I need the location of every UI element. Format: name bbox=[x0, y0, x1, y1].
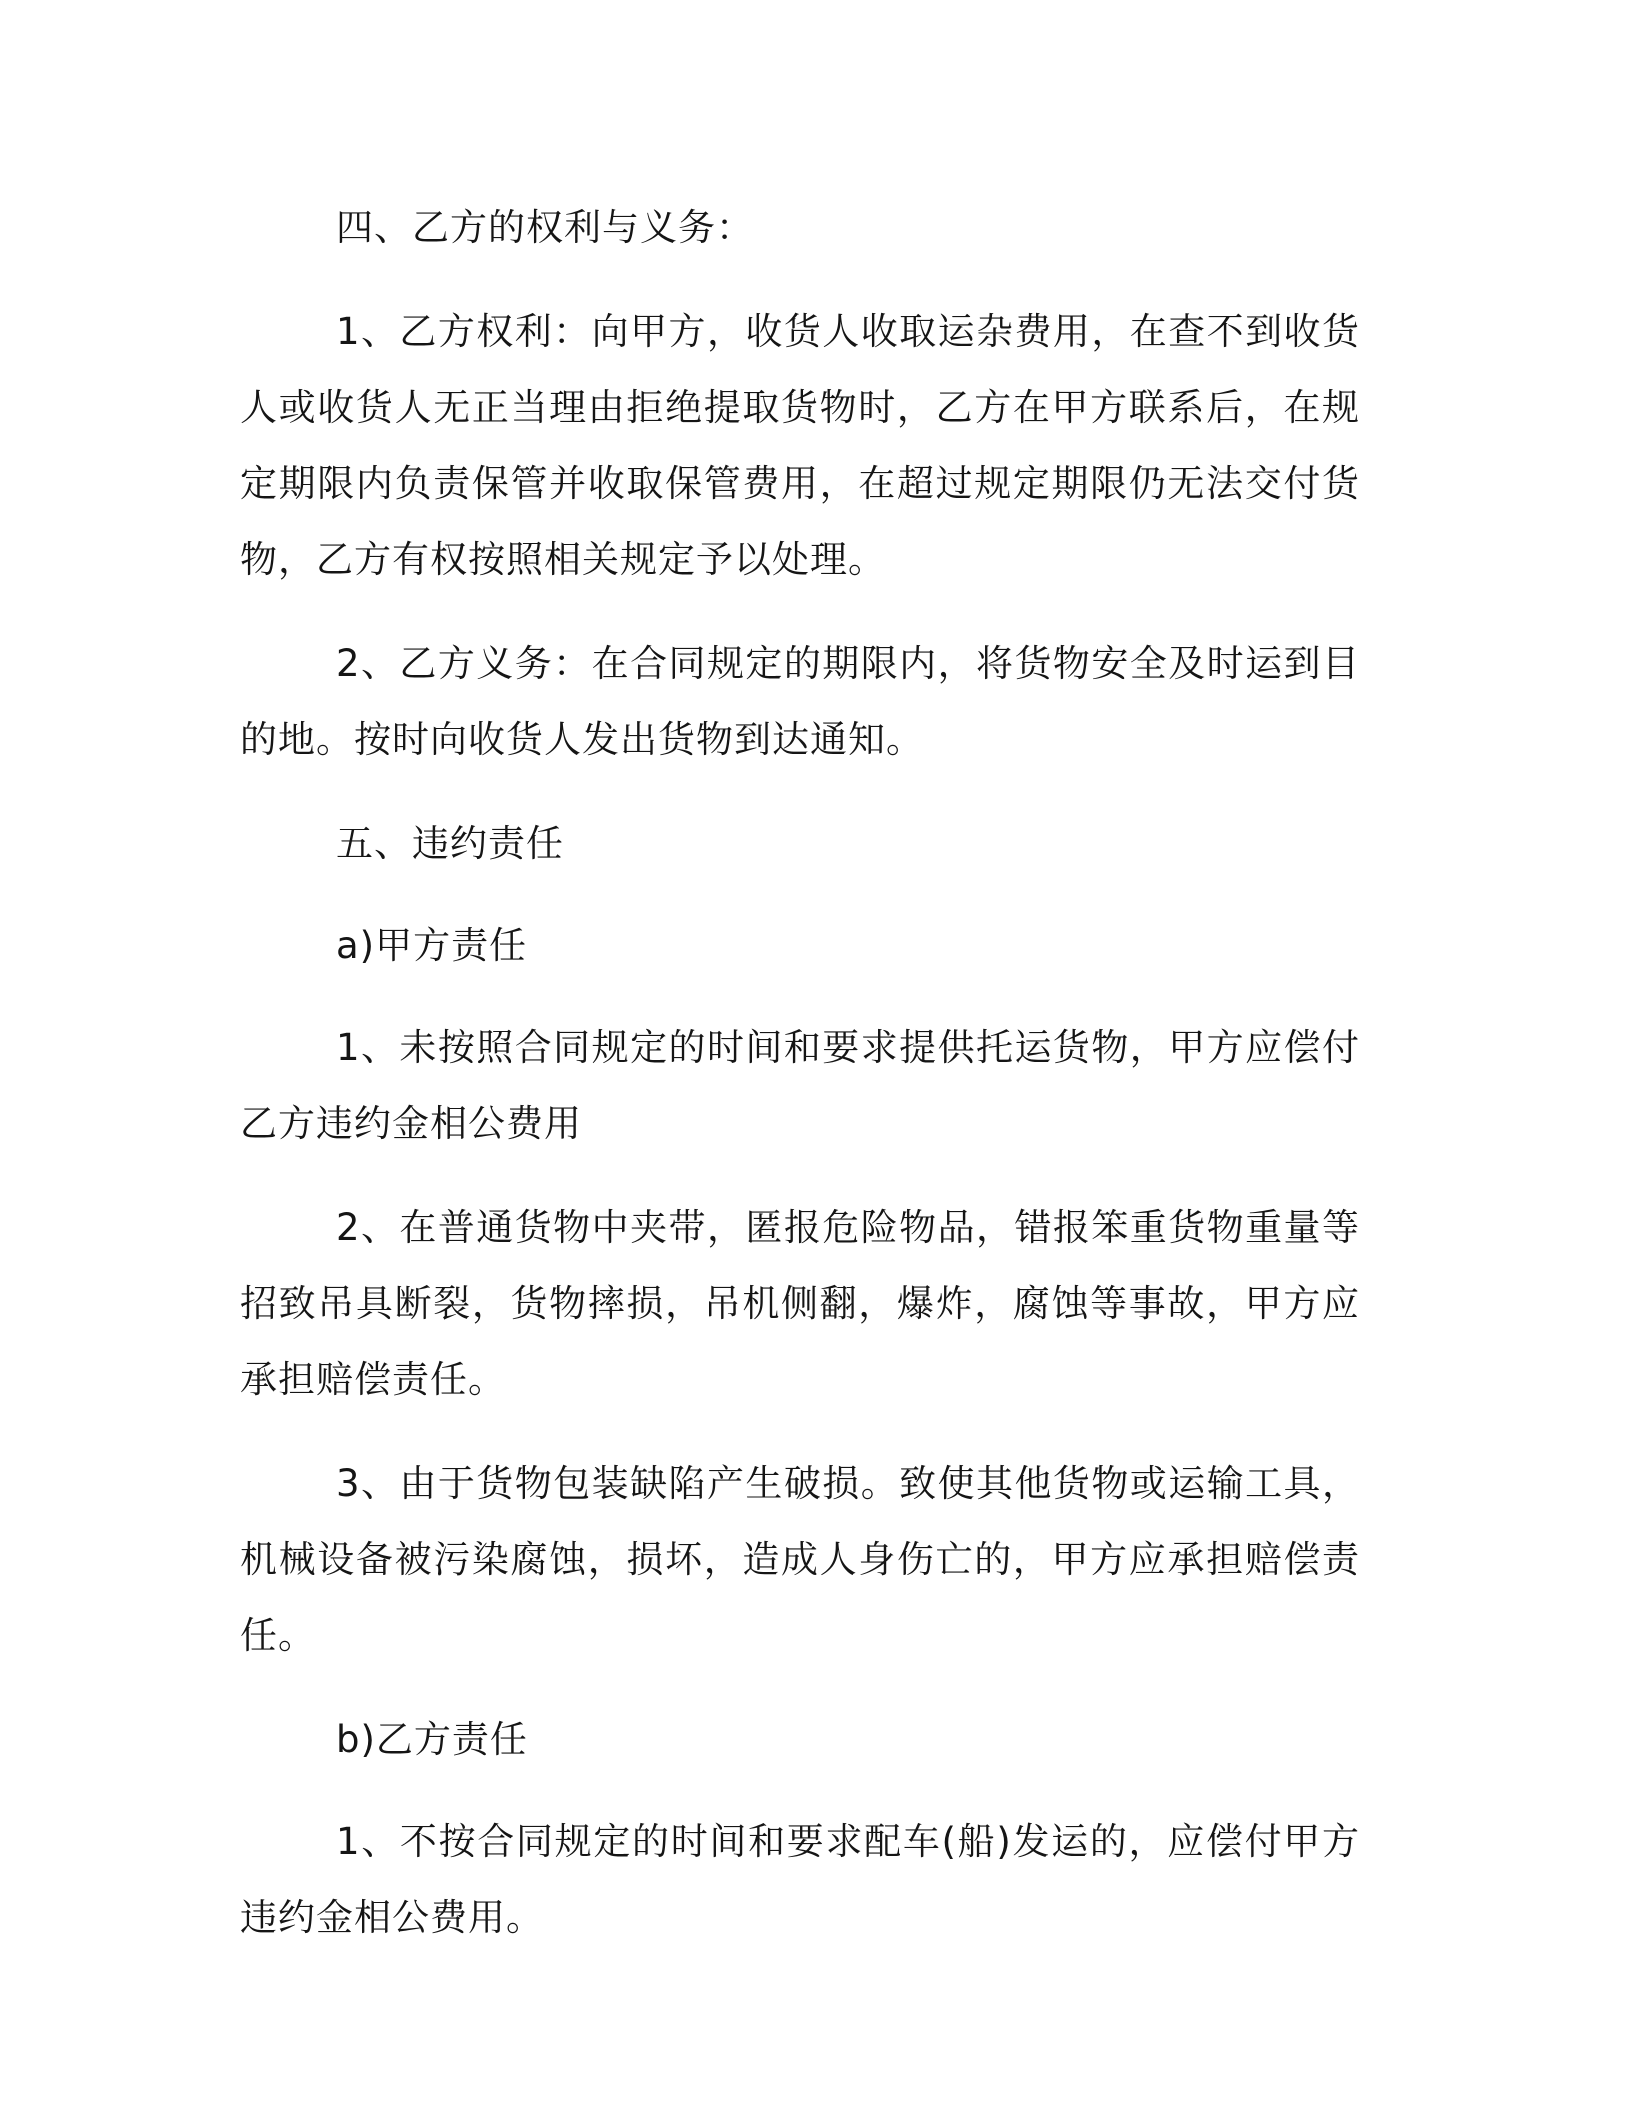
clause-b-rights: 1、乙方权利：向甲方，收货人收取运杂费用，在查不到收货人或收货人无正当理由拒绝提取货物时，乙方在甲方联系后，在规定期限内负责保管并收取保管费用，在超过规定期限仍无法交付货物，乙方有权按照相关规定予以处理。 bbox=[240, 310, 1360, 581]
clause-a-item-3: 3、由于货物包装缺陷产生破损。致使其他货物或运输工具，机械设备被污染腐蚀，损坏，造成人身伤亡的，甲方应承担赔偿责任。 bbox=[240, 1462, 1360, 1657]
clause-a-item-1: 1、未按照合同规定的时间和要求提供托运货物，甲方应偿付乙方违约金相公费用 bbox=[240, 1026, 1360, 1145]
section-heading-four: 四、乙方的权利与义务： bbox=[336, 206, 754, 249]
subheading-party-a: a)甲方责任 bbox=[336, 924, 528, 967]
subheading-party-b: b)乙方责任 bbox=[336, 1718, 528, 1761]
document-page bbox=[240, 190, 1360, 1956]
clause-a-item-2: 2、在普通货物中夹带，匿报危险物品，错报笨重货物重量等招致吊具断裂，货物摔损，吊机侧翻，爆炸，腐蚀等事故，甲方应承担赔偿责任。 bbox=[240, 1206, 1360, 1401]
section-heading-five: 五、违约责任 bbox=[336, 822, 564, 865]
clause-b-item-1: 1、不按合同规定的时间和要求配车(船)发运的，应偿付甲方违约金相公费用。 bbox=[240, 1820, 1360, 1939]
clause-b-obligations: 2、乙方义务：在合同规定的期限内，将货物安全及时运到目的地。按时向收货人发出货物到达通知。 bbox=[240, 642, 1360, 761]
